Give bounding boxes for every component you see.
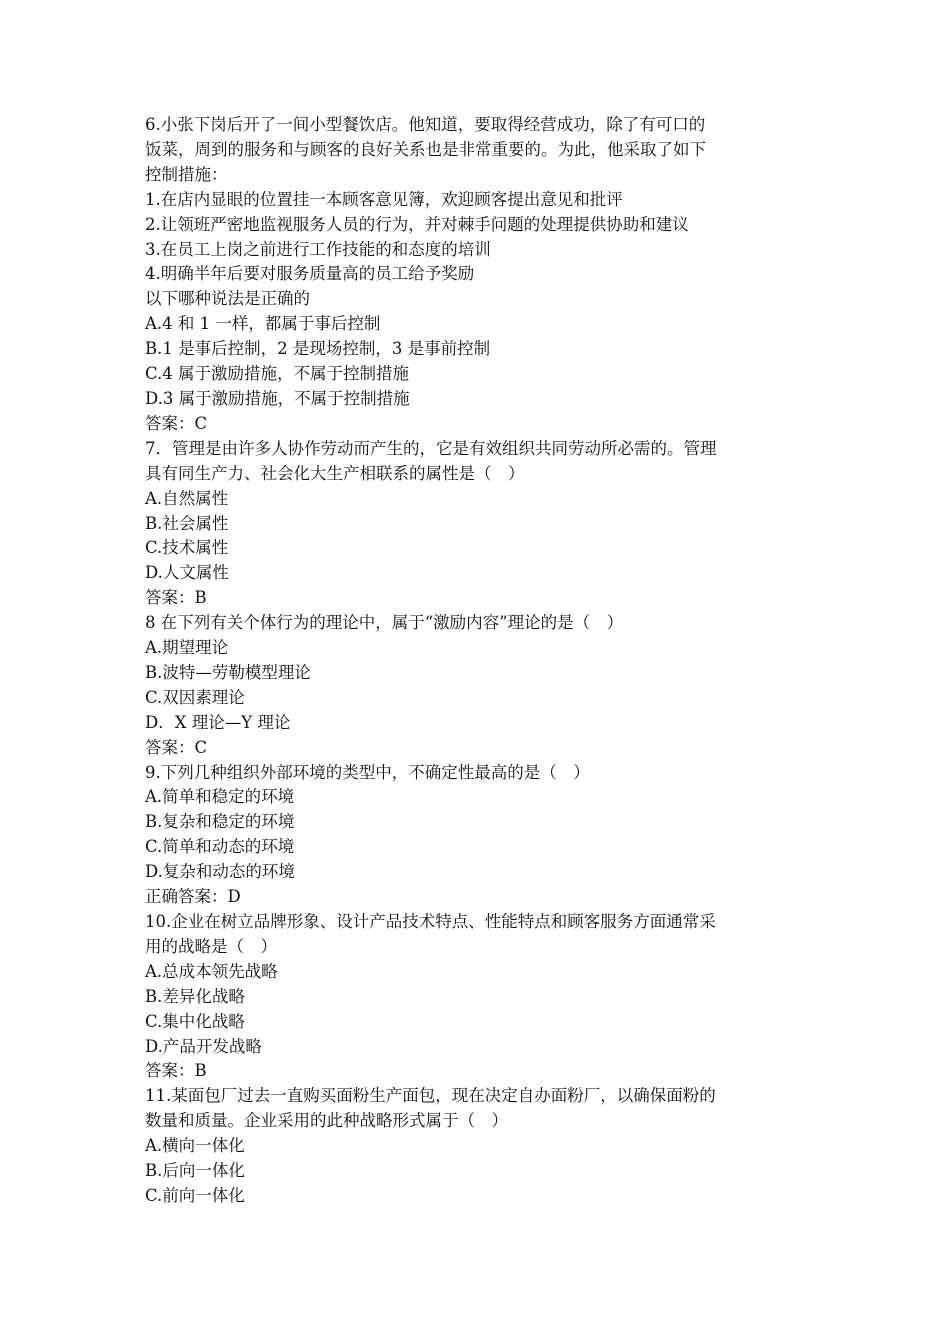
text-line: 8 在下列有关个体行为的理论中，属于“激励内容”理论的是（ ） (145, 613, 624, 633)
text-line: C.4 属于激励措施，不属于控制措施 (145, 364, 410, 384)
text-line: C.技术属性 (145, 538, 229, 558)
text-line: D.产品开发战略 (145, 1036, 262, 1056)
text-line: D.人文属性 (145, 563, 229, 583)
text-line: 11.某面包厂过去一直购买面粉生产面包，现在决定自办面粉厂，以确保面粉的 (145, 1086, 716, 1106)
text-line: D．X 理论—Y 理论 (145, 712, 291, 732)
text-line: 控制措施： (145, 164, 228, 184)
text-line: D.复杂和动态的环境 (145, 862, 295, 882)
text-line: 9.下列几种组织外部环境的类型中，不确定性最高的是（ ） (145, 762, 590, 782)
text-line: B.复杂和稳定的环境 (145, 812, 295, 832)
text-line: B.社会属性 (145, 513, 229, 533)
text-line: 6.小张下岗后开了一间小型餐饮店。他知道，要取得经营成功，除了有可口的 (145, 115, 706, 134)
text-line: 答案：C (145, 413, 208, 433)
text-line: 正确答案：D (145, 887, 241, 907)
text-line: B.波特—劳勒模型理论 (145, 662, 311, 682)
text-line: A.总成本领先战略 (145, 961, 278, 981)
text-line: C.双因素理论 (145, 687, 245, 707)
text-line: A.4 和 1 一样，都属于事后控制 (145, 314, 381, 334)
text-line: C.简单和动态的环境 (145, 837, 295, 857)
text-line: 1.在店内显眼的位置挂一本顾客意见簿，欢迎顾客提出意见和批评 (145, 189, 623, 209)
text-line: 4.明确半年后要对服务质量高的员工给予奖励 (145, 264, 475, 284)
text-line: D.3 属于激励措施，不属于控制措施 (145, 388, 410, 408)
text-line: A.简单和稳定的环境 (145, 787, 295, 807)
text-line: 饭菜，周到的服务和与顾客的良好关系也是非常重要的。为此，他采取了如下 (145, 139, 706, 159)
text-line: A.横向一体化 (145, 1136, 245, 1156)
text-line: B.后向一体化 (145, 1161, 245, 1181)
text-line: 用的战略是（ ） (145, 936, 277, 956)
text-line: 答案：C (145, 737, 208, 757)
text-line: 答案：B (145, 588, 207, 608)
text-line: 答案：B (145, 1061, 207, 1081)
text-line: A.自然属性 (145, 488, 229, 508)
document-body (145, 113, 815, 1209)
text-line: 10.企业在树立品牌形象、设计产品技术特点、性能特点和顾客服务方面通常采 (145, 912, 716, 931)
text-line: 数量和质量。企业采用的此种战略形式属于（ ） (145, 1111, 508, 1131)
text-line: C.前向一体化 (145, 1185, 245, 1205)
text-line: 3.在员工上岗之前进行工作技能的和态度的培训 (145, 239, 491, 259)
text-line: A.期望理论 (145, 638, 229, 658)
text-line: 2.让领班严密地监视服务人员的行为，并对棘手问题的处理提供协助和建议 (145, 214, 689, 234)
text-line: 7．管理是由许多人协作劳动而产生的，它是有效组织共同劳动所必需的。管理 (145, 438, 717, 458)
text-line: 以下哪种说法是正确的 (145, 289, 310, 309)
text-line: B.1 是事后控制，2 是现场控制，3 是事前控制 (145, 339, 491, 359)
text-line: B.差异化战略 (145, 986, 245, 1006)
text-line: 具有同生产力、社会化大生产相联系的属性是（ ） (145, 463, 525, 483)
text-line: C.集中化战略 (145, 1011, 245, 1031)
